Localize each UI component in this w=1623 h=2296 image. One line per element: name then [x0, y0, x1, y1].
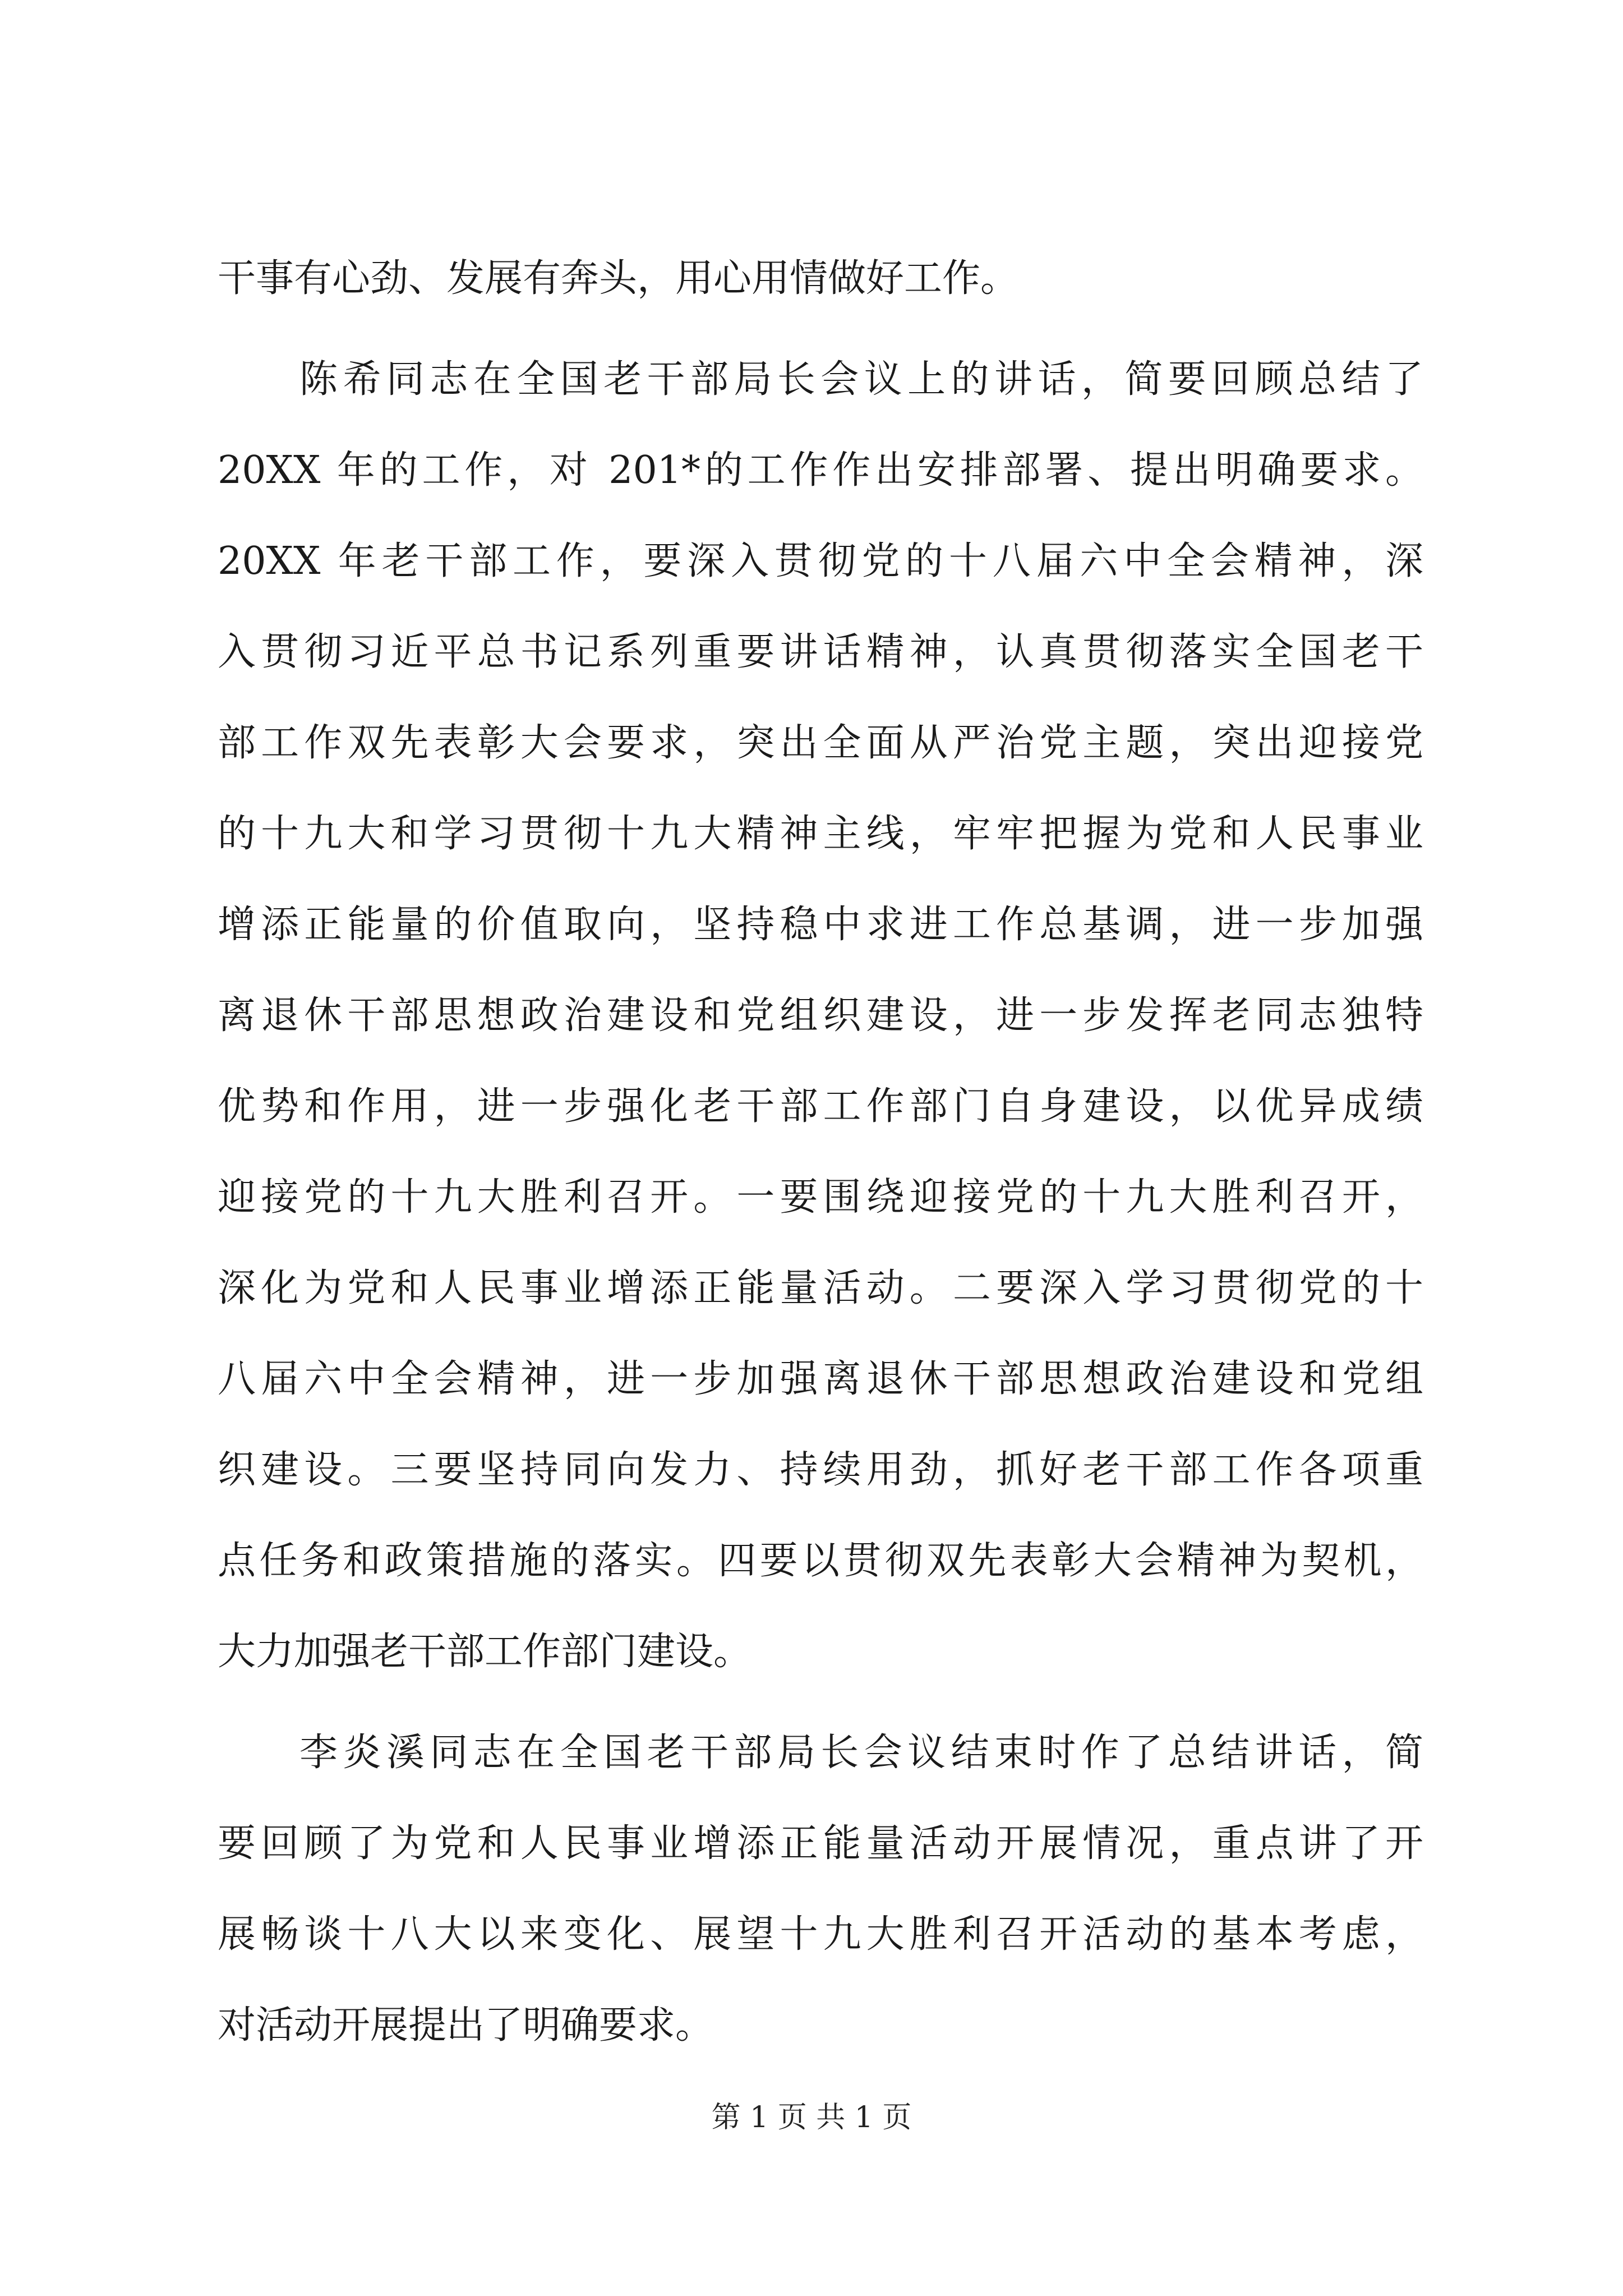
text-line: 迎接党的十九大胜利召开。一要围绕迎接党的十九大胜利召开， — [218, 1175, 1423, 1220]
paragraph-gap — [218, 1697, 1423, 1708]
text-line: 入贯彻习近平总书记系列重要讲话精神，认真贯彻落实全国老干 — [218, 630, 1423, 674]
text-line: 大力加强老干部工作部门建设。 — [218, 1630, 752, 1674]
text-line: 点任务和政策措施的落实。四要以贯彻双先表彰大会精神为契机， — [218, 1539, 1423, 1583]
document-body — [218, 233, 1423, 2071]
text-line: 20XX 年的工作，对 201*的工作作出安排部署、提出明确要求。 — [218, 448, 1423, 493]
text-line: 优势和作用，进一步强化老干部工作部门自身建设，以优异成绩 — [218, 1084, 1423, 1129]
text-line: 八届六中全会精神，进一步加强离退休干部思想政治建设和党组 — [218, 1357, 1423, 1401]
page-footer: 第 1 页 共 1 页 — [711, 2101, 912, 2134]
paragraph-gap — [218, 324, 1423, 334]
text-line: 要回顾了为党和人民事业增添正能量活动开展情况，重点讲了开 — [218, 1821, 1423, 1866]
text-line: 织建设。三要坚持同向发力、持续用劲，抓好老干部工作各项重 — [218, 1448, 1423, 1492]
text-line: 展畅谈十八大以来变化、展望十九大胜利召开活动的基本考虑， — [218, 1912, 1423, 1957]
text-line: 离退休干部思想政治建设和党组织建设，进一步发挥老同志独特 — [218, 993, 1423, 1038]
text-line: 陈希同志在全国老干部局长会议上的讲话，简要回顾总结了 — [299, 357, 1423, 402]
text-line: 部工作双先表彰大会要求，突出全面从严治党主题，突出迎接党 — [218, 721, 1423, 765]
text-line: 对活动开展提出了明确要求。 — [218, 2003, 714, 2047]
text-line: 的十九大和学习贯彻十九大精神主线，牢牢把握为党和人民事业 — [218, 812, 1423, 856]
text-line: 深化为党和人民事业增添正能量活动。二要深入学习贯彻党的十 — [218, 1266, 1423, 1310]
text-line: 李炎溪同志在全国老干部局长会议结束时作了总结讲话，简 — [299, 1731, 1423, 1775]
text-line: 增添正能量的价值取向，坚持稳中求进工作总基调，进一步加强 — [218, 903, 1423, 947]
text-line: 20XX 年老干部工作，要深入贯彻党的十八届六中全会精神，深 — [218, 539, 1423, 583]
text-line: 干事有心劲、发展有奔头，用心用情做好工作。 — [218, 256, 1019, 301]
